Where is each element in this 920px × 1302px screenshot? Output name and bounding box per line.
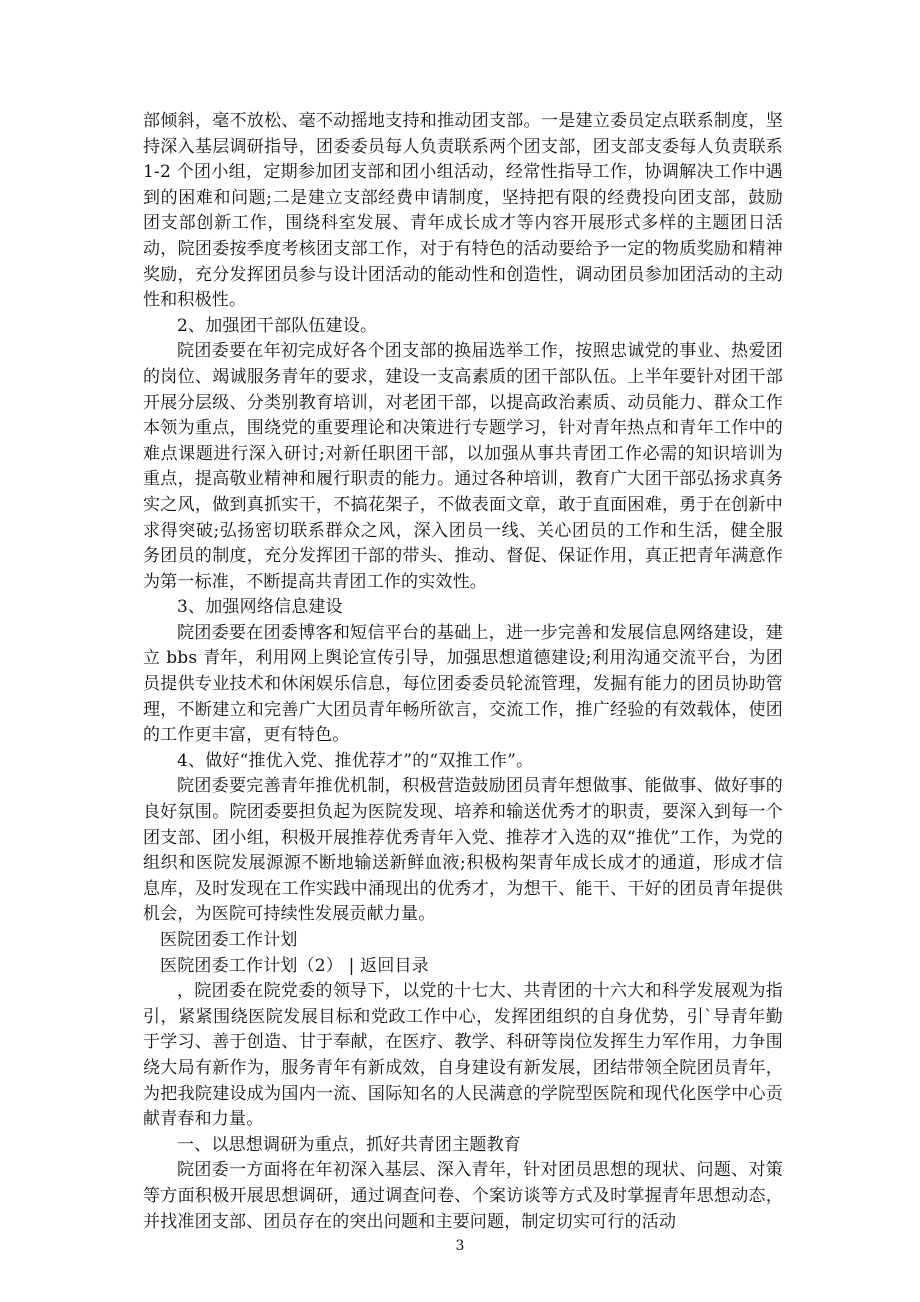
- section-heading: 一、以思想调研为重点，抓好共青团主题教育: [177, 1134, 521, 1155]
- paragraph: ，院团委在院党委的领导下，以党的十七大、共青团的十六大和科学发展观为指引，紧紧围绕医院发展目标和党政工作中心，发挥团组织的自身优势，引`导青年勤于学习、善于创造、甘于奉献，在医疗、教学、科研等岗位发挥生力军作用，力争围绕大局有新作为，服务青年有新成效，自身建设有新发展，团结带领全院团员青年，为把我院建设成为国内一流、国际知名的人民满意的学院型医院和现代化医学中心贡献青春和力量。: [143, 981, 783, 1130]
- doc-subtitle-line: 医院团委工作计划（2） | 返回目录: [160, 955, 429, 976]
- page-number: 3: [455, 1238, 465, 1254]
- paragraph: 院团委一方面将在年初深入基层、深入青年，针对团员思想的现状、问题、对策等方面积极开展思想调研，通过调查问卷、个案访谈等方式及时掌握青年思想动态，并找准团支部、团员存在的突出问题和主要问题，制定切实可行的活动: [143, 1160, 783, 1232]
- document-body: [143, 109, 783, 1235]
- back-to-contents-link[interactable]: 返回目录: [360, 955, 429, 976]
- doc-title-line: 医院团委工作计划: [160, 930, 298, 950]
- section-heading: 2、加强团干部队伍建设。: [177, 315, 378, 336]
- paragraph: 院团委要在团委博客和短信平台的基础上，进一步完善和发展信息网络建设，建立 bbs 青年，利用网上舆论宣传引导，加强思想道德建设;利用沟通交流平台，为团员提供专业技术和休闲娱乐信息，每位团委委员轮流管理，发掘有能力的团员协助管理，不断建立和完善广大团员青年畅所欲言，交流工作，推广经验的有效载体，使团的工作更丰富，更有特色。: [143, 622, 783, 746]
- paragraph: 院团委要在年初完成好各个团支部的换届选举工作，按照忠诚党的事业、热爱团的岗位、竭诚服务青年的要求，建设一支高素质的团干部队伍。上半年要针对团干部开展分层级、分类别教育培训，对老团干部，以提高政治素质、动员能力、群众工作本领为重点，围绕党的重要理论和决策进行专题学习，针对青年热点和青年工作中的难点课题进行深入研讨;对新任职团干部，以加强从事共青团工作必需的知识培训为重点，提高敬业精神和履行职责的能力。通过各种培训，教育广大团干部弘扬求真务实之风，做到真抓实干，不搞花架子，不做表面文章，敢于直面困难，勇于在创新中求得突破;弘扬密切联系群众之风，深入团员一线、关心团员的工作和生活，健全服务团员的制度，充分发挥团干部的带头、推动、督促、保证作用，真正把青年满意作为第一标准，不断提高共青团工作的实效性。: [143, 341, 783, 592]
- paragraph: 院团委要完善青年推优机制，积极营造鼓励团员青年想做事、能做事、做好事的良好氛围。院团委要担负起为医院发现、培养和输送优秀才的职责，要深入到每一个团支部、团小组，积极开展推荐优秀青年入党、推荐才入选的双“推优”工作，为党的组织和医院发展源源不断地输送新鲜血液;积极构架青年成长成才的通道，形成才信息库，及时发现在工作实践中涌现出的优秀才，为想干、能干、干好的团员青年提供机会，为医院可持续性发展贡献力量。: [143, 776, 783, 925]
- paragraph: 部倾斜，毫不放松、毫不动摇地支持和推动团支部。一是建立委员定点联系制度，坚持深入基层调研指导，团委委员每人负责联系两个团支部，团支部支委每人负责联系 1-2 个团小组，定期参加团支部和团小组活动，经常性指导工作，协调解决工作中遇到的困难和问题;二是建立支部经费申请制度，坚持把有限的经费投向团支部，鼓励团支部创新工作，围绕科室发展、青年成长成才等内容开展形式多样的主题团日活动，院团委按季度考核团支部工作，对于有特色的活动要给予一定的物质奖励和精神奖励，充分发挥团员参与设计团活动的能动性和创造性，调动团员参加团活动的主动性和积极性。: [143, 111, 783, 311]
- section-heading: 4、做好“推优入党、推优荐才”的“双推工作”。: [177, 750, 534, 771]
- section-heading: 3、加强网络信息建设: [177, 597, 343, 618]
- subtitle-text: 医院团委工作计划（2）: [160, 955, 344, 976]
